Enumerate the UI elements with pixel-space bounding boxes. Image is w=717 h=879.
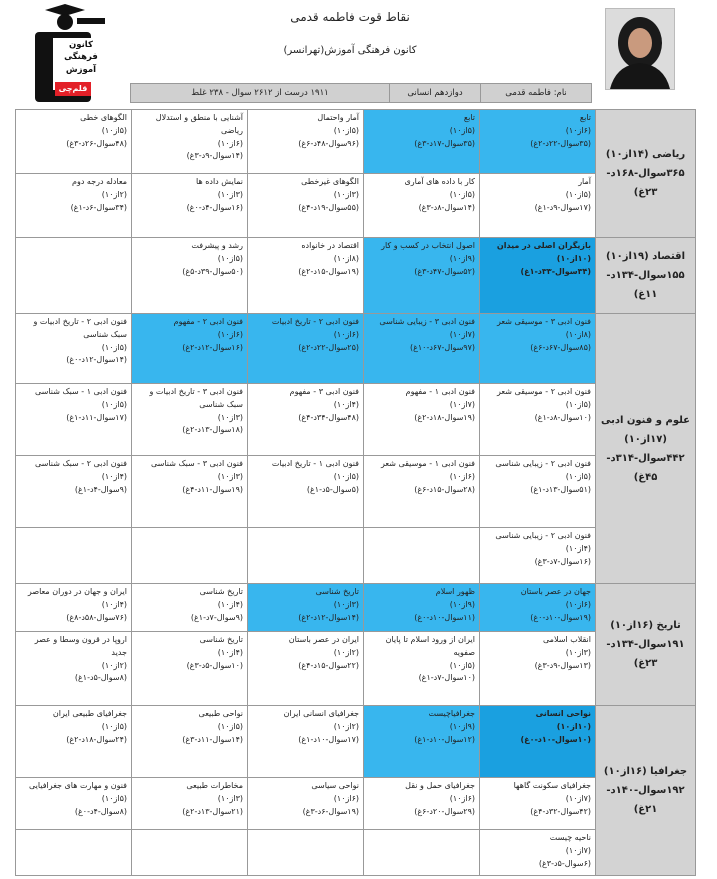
topic-title: ایران و جهان در دوران معاصر bbox=[27, 587, 127, 596]
topic-stats: (۱۰سوال-۷د-۱غ) bbox=[418, 673, 475, 683]
topic-title: انقلاب اسلامی bbox=[543, 635, 591, 644]
topic-title: بازیگران اصلی در میدان bbox=[496, 241, 591, 250]
topic-score: (۳از۱۰) bbox=[217, 412, 243, 422]
topic-score: (۹از۱۰) bbox=[449, 599, 475, 609]
topic-title: جهان در عصر باستان bbox=[520, 587, 591, 596]
subject-sub2: ۱۱غ) bbox=[633, 289, 658, 300]
topic-score: (۵از۱۰) bbox=[217, 721, 243, 731]
topic-cell bbox=[248, 174, 364, 238]
topic-stats: (۵۲سوال-۴۷د-۳غ) bbox=[414, 266, 475, 276]
topic-score: (۵از۱۰) bbox=[333, 125, 359, 135]
table-row bbox=[16, 238, 696, 314]
subject-cell bbox=[596, 238, 696, 314]
topic-stats: (۲۸سوال-۱۵د-۶غ) bbox=[414, 484, 475, 494]
topic-title: آشنایی با منطق و استدلال ریاضی bbox=[155, 113, 243, 135]
topic-stats: (۱۷سوال-۹د-۱غ) bbox=[534, 202, 591, 212]
topic-stats: (۱۶سوال-۷د-۳غ) bbox=[534, 556, 591, 566]
topic-stats: (۴۸سوال-۳۴د-۴غ) bbox=[298, 412, 359, 422]
subject-label: ریاضی (۱۴از۱۰) bbox=[605, 149, 686, 160]
subject-sub: ۱۵۵سوال-۱۳۴د- bbox=[606, 270, 685, 281]
info-stats: ۱۹۱۱ درست از ۲۶۱۲ سوال - ۲۳۸ غلط bbox=[191, 88, 329, 98]
topic-score: (۵از۱۰) bbox=[101, 793, 127, 803]
topic-stats: (۲۲سوال-۱۵د-۴غ) bbox=[298, 660, 359, 670]
logo-text bbox=[63, 39, 99, 76]
topic-title: نواحی طبیعی bbox=[198, 709, 243, 718]
topic-cell bbox=[248, 706, 364, 778]
topic-cell bbox=[364, 314, 480, 384]
topic-title: جغرافیای حمل و نقل bbox=[405, 781, 475, 790]
topic-stats: (۳۵سوال-۲۲د-۲غ) bbox=[530, 138, 591, 148]
topic-cell bbox=[132, 632, 248, 706]
topic-cell bbox=[132, 706, 248, 778]
topic-stats: (۱۸سوال-۱۳د-۲غ) bbox=[182, 425, 243, 435]
topic-cell bbox=[248, 238, 364, 314]
topic-cell bbox=[480, 778, 596, 830]
topic-cell bbox=[480, 384, 596, 456]
topic-score: (۴از۱۰) bbox=[101, 471, 127, 481]
topic-title: تاریخ شناسی bbox=[315, 587, 359, 596]
topic-title: فنون ادبی ۱ - تاریخ ادبیات bbox=[271, 459, 359, 468]
topic-cell bbox=[480, 584, 596, 632]
table-row bbox=[16, 456, 696, 528]
topic-title: اصول انتخاب در کسب و کار bbox=[381, 241, 475, 250]
topic-score: (۲از۱۰) bbox=[333, 647, 359, 657]
topic-title: فنون ادبی ۲ - تاریخ ادبیات و سبک شناسی bbox=[33, 317, 127, 339]
topic-stats: (۱۶سوال-۱۲د-۲غ) bbox=[182, 342, 243, 352]
topic-cell bbox=[132, 238, 248, 314]
topic-stats: (۱۲سوال-۱۰د-۱غ) bbox=[414, 734, 475, 744]
topic-cell bbox=[16, 110, 132, 174]
topic-score: (۲از۱۰) bbox=[333, 721, 359, 731]
topic-cell bbox=[248, 584, 364, 632]
student-photo-image bbox=[606, 9, 674, 89]
topic-stats: (۹سوال-۴د-۱غ) bbox=[74, 484, 127, 494]
subject-sub: ۱۹۱سوال-۱۳۴د- bbox=[606, 639, 685, 650]
topic-title: فنون ادبی ۳ - سبک شناسی bbox=[150, 459, 243, 468]
topic-score: (۳از۱۰) bbox=[333, 599, 359, 609]
topic-title: فنون ادبی ۲ - سبک شناسی bbox=[34, 459, 127, 468]
topic-stats: (۱۱سوال-۱۰د-۰غ) bbox=[414, 612, 475, 622]
table-row bbox=[16, 528, 696, 584]
table-row bbox=[16, 778, 696, 830]
logo-text-2: فرهنگی bbox=[64, 52, 98, 63]
topic-stats: (۱۰سوال-۵د-۳غ) bbox=[186, 660, 243, 670]
topic-title: ایران از ورود اسلام تا پایان صفویه bbox=[385, 635, 475, 657]
table-row bbox=[16, 174, 696, 238]
topic-stats: (۱۳سوال-۹د-۳غ) bbox=[534, 660, 591, 670]
subject-label: علوم و فنون ادبی bbox=[600, 414, 691, 426]
topic-title: اروپا در قرون وسطا و عصر جدید bbox=[34, 635, 127, 657]
subject-sub: ۳۶۵سوال-۱۶۸د- bbox=[606, 168, 685, 179]
topic-score: (۸از۱۰) bbox=[565, 329, 591, 339]
topic-cell bbox=[16, 174, 132, 238]
topic-stats: (۱۴سوال-۹د-۳غ) bbox=[186, 151, 243, 161]
topic-title: فنون ادبی ۲ - موسیقی شعر bbox=[496, 387, 591, 396]
topic-score: (۵از۱۰) bbox=[449, 189, 475, 199]
topic-score: (۴از۱۰) bbox=[333, 399, 359, 409]
table-row bbox=[16, 632, 696, 706]
topic-score: (۳از۱۰) bbox=[217, 471, 243, 481]
topic-score: (۶از۱۰) bbox=[217, 138, 243, 148]
topic-title: تاریخ شناسی bbox=[199, 635, 243, 644]
topic-title: فنون ادبی ۳ - زیبایی شناسی bbox=[379, 317, 475, 326]
topic-title: فنون ادبی ۲ - تاریخ ادبیات bbox=[271, 317, 359, 326]
subject-label: اقتصاد (۱۹از۱۰) bbox=[605, 251, 686, 262]
topic-cell bbox=[364, 706, 480, 778]
topic-title: فنون ادبی ۲ - زیبایی شناسی bbox=[495, 531, 591, 540]
topic-cell bbox=[480, 706, 596, 778]
topic-title: ظهور اسلام bbox=[435, 587, 475, 596]
topic-score: (۷از۱۰) bbox=[449, 329, 475, 339]
topic-cell bbox=[248, 778, 364, 830]
topic-cell bbox=[16, 456, 132, 528]
student-photo bbox=[605, 8, 675, 90]
page-title: نقاط قوت فاطمه قدمی bbox=[290, 10, 410, 24]
topic-score: (۵از۱۰) bbox=[565, 189, 591, 199]
topic-stats: (۱۷سوال-۱۱د-۱غ) bbox=[66, 412, 127, 422]
kanoon-logo bbox=[25, 2, 130, 105]
topic-score: (۴از۱۰) bbox=[565, 543, 591, 553]
topic-cell bbox=[364, 456, 480, 528]
table-row bbox=[16, 830, 696, 876]
topic-cell bbox=[132, 584, 248, 632]
topic-score: (۹از۱۰) bbox=[449, 721, 475, 731]
topic-cell bbox=[480, 528, 596, 584]
topic-stats: (۵۱سوال-۱۳د-۱غ) bbox=[530, 484, 591, 494]
table-row bbox=[16, 110, 696, 174]
subject-sub2: ۲۱غ) bbox=[633, 804, 658, 815]
topic-title: فنون ادبی ۱ - سبک شناسی bbox=[34, 387, 127, 396]
table-row bbox=[16, 384, 696, 456]
topic-stats: (۸سوال-۴د-۰غ) bbox=[74, 806, 127, 816]
topic-stats: (۲۵سوال-۲۲د-۲غ) bbox=[298, 342, 359, 352]
topic-score: (۳از۱۰) bbox=[217, 793, 243, 803]
topic-stats: (۱۷سوال-۱۰د-۱غ) bbox=[298, 734, 359, 744]
subject-cell bbox=[596, 584, 696, 706]
topic-score: (۸از۱۰) bbox=[333, 253, 359, 263]
student-info-bar bbox=[130, 83, 592, 103]
topic-title: فنون ادبی ۲ - مفهوم bbox=[173, 317, 243, 326]
info-grade: دوازدهم انسانی bbox=[389, 84, 480, 102]
topic-stats: (۹۶سوال-۴۸د-۶غ) bbox=[298, 138, 359, 148]
topic-score: (۱۰از۱۰) bbox=[556, 253, 591, 263]
topic-title: اقتصاد در خانواده bbox=[301, 241, 359, 250]
topic-score: (۲از۱۰) bbox=[101, 660, 127, 670]
topic-title: آمار واحتمال bbox=[317, 113, 359, 122]
topic-score: (۶از۱۰) bbox=[217, 329, 243, 339]
topic-stats: (۵۵سوال-۱۹د-۴غ) bbox=[298, 202, 359, 212]
strengths-table bbox=[15, 109, 696, 876]
topic-stats: (۱۹سوال-۶د-۳غ) bbox=[302, 806, 359, 816]
topic-score: (۶از۱۰) bbox=[449, 471, 475, 481]
topic-title: کار با داده های آماری bbox=[404, 177, 475, 186]
topic-title: فنون و مهارت های جغرافیایی bbox=[28, 781, 127, 790]
topic-cell bbox=[480, 110, 596, 174]
table-row bbox=[16, 584, 696, 632]
topic-cell bbox=[248, 110, 364, 174]
topic-title: نمایش داده ها bbox=[196, 177, 243, 186]
topic-score: (۷از۱۰) bbox=[449, 399, 475, 409]
topic-score: (۶از۱۰) bbox=[565, 599, 591, 609]
topic-score: (۵از۱۰) bbox=[449, 125, 475, 135]
topic-cell bbox=[364, 110, 480, 174]
topic-cell bbox=[248, 830, 364, 876]
topic-title: ایران در عصر باستان bbox=[288, 635, 359, 644]
topic-cell bbox=[132, 830, 248, 876]
topic-stats: (۲۹سوال-۲۰د-۶غ) bbox=[414, 806, 475, 816]
subject-sub: ۱۹۲سوال-۱۴۰د- bbox=[606, 785, 685, 796]
topic-title: تابع bbox=[579, 113, 591, 122]
topic-stats: (۱۴سوال-۸د-۳غ) bbox=[418, 202, 475, 212]
subject-cell bbox=[596, 314, 696, 584]
topic-stats: (۱۹سوال-۱۸د-۲غ) bbox=[414, 412, 475, 422]
table-row bbox=[16, 314, 696, 384]
topic-cell bbox=[132, 384, 248, 456]
topic-title: فنون ادبی ۱ - مفهوم bbox=[405, 387, 475, 396]
table-row bbox=[16, 706, 696, 778]
topic-score: (۴از۱۰) bbox=[217, 599, 243, 609]
subject-sub: (۱۷از۱۰) bbox=[624, 433, 667, 445]
topic-stats: (۱۹سوال-۱۱د-۴غ) bbox=[182, 484, 243, 494]
topic-title: نواحی انسانی bbox=[535, 709, 591, 718]
topic-score: (۷از۱۰) bbox=[565, 845, 591, 855]
topic-title: فنون ادبی ۳ - مفهوم bbox=[289, 387, 359, 396]
topic-cell bbox=[364, 528, 480, 584]
topic-title: جغرافیای طبیعی ایران bbox=[52, 709, 127, 718]
topic-score: (۱۰از۱۰) bbox=[556, 721, 591, 731]
topic-title: نواحی سیاسی bbox=[311, 781, 359, 790]
subject-label: تاریخ (۱۶از۱۰) bbox=[610, 620, 681, 631]
topic-title: معادله درجه دوم bbox=[72, 177, 127, 186]
topic-title: فنون ادبی ۲ - زیبایی شناسی bbox=[495, 459, 591, 468]
topic-stats: (۱۹سوال-۱۵د-۲غ) bbox=[298, 266, 359, 276]
topic-stats: (۳۴سوال-۳۳د-۱غ) bbox=[520, 266, 591, 276]
topic-cell bbox=[16, 528, 132, 584]
topic-cell bbox=[480, 174, 596, 238]
topic-stats: (۸سوال-۵د-۱غ) bbox=[74, 673, 127, 683]
logo-text-4: قلم‌چی bbox=[58, 84, 88, 93]
topic-score: (۷از۱۰) bbox=[565, 793, 591, 803]
topic-cell bbox=[16, 830, 132, 876]
topic-cell bbox=[480, 632, 596, 706]
topic-title: تاریخ شناسی bbox=[199, 587, 243, 596]
topic-stats: (۱۰سوال-۸د-۱غ) bbox=[534, 412, 591, 422]
topic-score: (۶از۱۰) bbox=[565, 125, 591, 135]
topic-cell bbox=[364, 174, 480, 238]
topic-score: (۶از۱۰) bbox=[449, 793, 475, 803]
topic-title: فنون ادبی ۳ - تاریخ ادبیات و سبک شناسی bbox=[149, 387, 243, 409]
topic-stats: (۹سوال-۷د-۱غ) bbox=[190, 612, 243, 622]
topic-score: (۶از۱۰) bbox=[333, 793, 359, 803]
topic-score: (۵از۱۰) bbox=[565, 471, 591, 481]
subject-sub2: ۴۴۲سوال-۳۱۴د- bbox=[606, 452, 685, 464]
topic-score: (۵از۱۰) bbox=[101, 125, 127, 135]
topic-stats: (۷۶سوال-۵۸د-۸غ) bbox=[66, 612, 127, 622]
topic-cell bbox=[132, 110, 248, 174]
topic-cell bbox=[16, 778, 132, 830]
topic-cell bbox=[364, 778, 480, 830]
topic-score: (۵از۱۰) bbox=[333, 471, 359, 481]
topic-cell bbox=[16, 632, 132, 706]
topic-score: (۵از۱۰) bbox=[217, 253, 243, 263]
topic-stats: (۶سوال-۵د-۳غ) bbox=[538, 858, 591, 868]
topic-cell bbox=[132, 778, 248, 830]
topic-stats: (۳۴سوال-۶د-۱غ) bbox=[70, 202, 127, 212]
topic-stats: (۴۲سوال-۳۲د-۴غ) bbox=[530, 806, 591, 816]
topic-title: فنون ادبی ۳ - موسیقی شعر bbox=[496, 317, 591, 326]
topic-cell bbox=[480, 314, 596, 384]
subject-label: جغرافیا (۱۶از۱۰) bbox=[603, 766, 688, 777]
topic-stats: (۱۶سوال-۴د-۰غ) bbox=[186, 202, 243, 212]
strengths-table-body bbox=[16, 110, 696, 876]
topic-cell bbox=[364, 238, 480, 314]
topic-stats: (۲۴سوال-۱۸د-۲غ) bbox=[66, 734, 127, 744]
topic-score: (۴از۱۰) bbox=[101, 599, 127, 609]
topic-cell bbox=[16, 314, 132, 384]
logo-text-1: کانون bbox=[69, 40, 93, 50]
topic-score: (۶از۱۰) bbox=[333, 329, 359, 339]
topic-score: (۵از۱۰) bbox=[101, 721, 127, 731]
topic-cell bbox=[248, 314, 364, 384]
topic-score: (۳از۱۰) bbox=[565, 647, 591, 657]
topic-cell bbox=[16, 238, 132, 314]
topic-stats: (۸۵سوال-۶۷د-۶غ) bbox=[530, 342, 591, 352]
topic-score: (۹از۱۰) bbox=[449, 253, 475, 263]
topic-title: فنون ادبی ۱ - موسیقی شعر bbox=[380, 459, 475, 468]
topic-title: تابع bbox=[463, 113, 475, 122]
topic-cell bbox=[364, 584, 480, 632]
topic-title: الگوهای غیرخطی bbox=[301, 177, 359, 186]
topic-cell bbox=[248, 384, 364, 456]
topic-stats: (۵سوال-۵د-۱غ) bbox=[306, 484, 359, 494]
topic-title: رشد و پیشرفت bbox=[191, 241, 243, 250]
topic-stats: (۱۴سوال-۱۱د-۳غ) bbox=[182, 734, 243, 744]
topic-title: آمار bbox=[578, 177, 591, 186]
topic-stats: (۱۹سوال-۱۰د-۰غ) bbox=[530, 612, 591, 622]
topic-score: (۳از۱۰) bbox=[217, 189, 243, 199]
topic-cell bbox=[248, 528, 364, 584]
topic-score: (۵از۱۰) bbox=[101, 399, 127, 409]
topic-stats: (۵۰سوال-۳۹د-۵غ) bbox=[182, 266, 243, 276]
subject-sub2: ۲۳غ) bbox=[633, 658, 658, 669]
topic-stats: (۲۱سوال-۱۳د-۲غ) bbox=[182, 806, 243, 816]
subject-cell bbox=[596, 110, 696, 238]
topic-score: (۴از۱۰) bbox=[217, 647, 243, 657]
topic-stats: (۱۰سوال-۱۰د-۰غ) bbox=[520, 734, 591, 744]
page-subtitle: کانون فرهنگی آموزش(تهرانسر) bbox=[283, 45, 417, 56]
topic-title: جغرافیاچیست bbox=[428, 709, 475, 718]
topic-cell bbox=[364, 384, 480, 456]
topic-cell bbox=[16, 384, 132, 456]
info-name: نام: فاطمه قدمی bbox=[480, 84, 591, 102]
topic-title: جغرافیای سکونت گاهها bbox=[513, 781, 591, 790]
topic-cell bbox=[248, 632, 364, 706]
topic-cell bbox=[16, 584, 132, 632]
topic-score: (۳از۱۰) bbox=[333, 189, 359, 199]
topic-cell bbox=[132, 528, 248, 584]
subject-sub3: ۴۵غ) bbox=[633, 471, 658, 483]
topic-stats: (۴۸سوال-۲۶د-۳غ) bbox=[66, 138, 127, 148]
subject-sub2: ۲۳غ) bbox=[633, 187, 658, 198]
topic-cell bbox=[132, 314, 248, 384]
topic-cell bbox=[480, 456, 596, 528]
topic-stats: (۱۴سوال-۱۲د-۲غ) bbox=[298, 612, 359, 622]
topic-title: جغرافیای انسانی ایران bbox=[283, 709, 359, 718]
topic-stats: (۹۷سوال-۶۷د-۱۰غ) bbox=[409, 342, 475, 352]
topic-title: ناحیه چیست bbox=[549, 833, 591, 842]
topic-cell bbox=[364, 830, 480, 876]
topic-cell bbox=[364, 632, 480, 706]
topic-cell bbox=[132, 456, 248, 528]
topic-stats: (۳۵سوال-۱۷د-۳غ) bbox=[414, 138, 475, 148]
topic-title: الگوهای خطی bbox=[80, 113, 127, 122]
topic-score: (۵از۱۰) bbox=[101, 342, 127, 352]
topic-score: (۵از۱۰) bbox=[565, 399, 591, 409]
topic-cell bbox=[480, 238, 596, 314]
topic-stats: (۱۴سوال-۱۲د-۰غ) bbox=[66, 355, 127, 365]
topic-score: (۵از۱۰) bbox=[449, 660, 475, 670]
topic-cell bbox=[16, 706, 132, 778]
topic-title: مخاطرات طبیعی bbox=[186, 781, 243, 790]
logo-text-3: آموزش bbox=[65, 64, 97, 75]
topic-cell bbox=[132, 174, 248, 238]
topic-score: (۲از۱۰) bbox=[101, 189, 127, 199]
subject-cell bbox=[596, 706, 696, 876]
topic-cell bbox=[248, 456, 364, 528]
topic-cell bbox=[480, 830, 596, 876]
